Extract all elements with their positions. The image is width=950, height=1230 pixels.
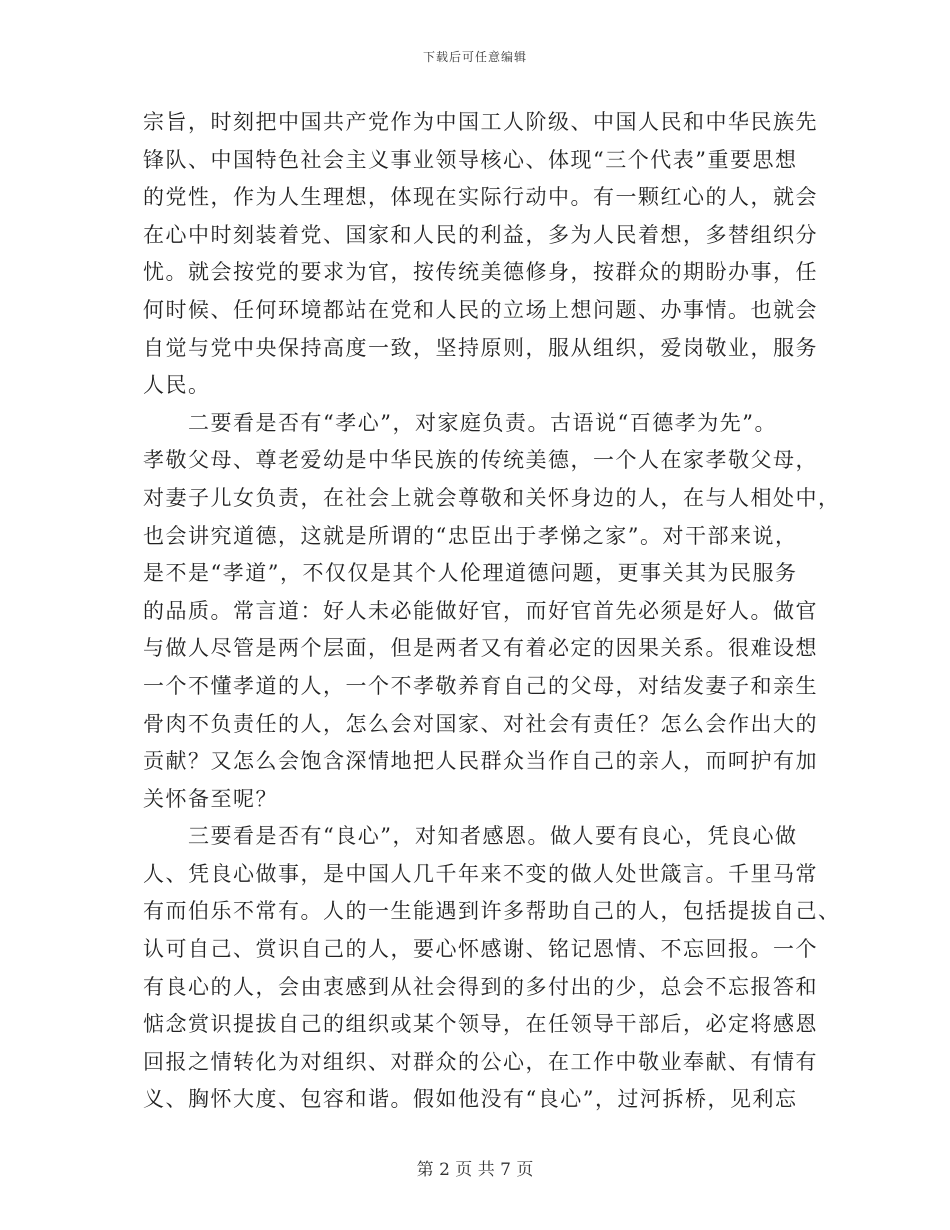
- text-line: 是不是“孝道”，不仅仅是其个人伦理道德问题，更事关其为民服务: [143, 561, 798, 586]
- text-line: 人、凭良心做事，是中国人几千年来不变的做人处世箴言。千里马常: [143, 861, 818, 886]
- text-line: 与做人尽管是两个层面，但是两者又有着必定的因果关系。很难设想: [143, 636, 818, 661]
- text-line: 有而伯乐不常有。人的一生能遇到许多帮助自己的人，包括提拔自己、: [143, 899, 841, 924]
- text-line: 忧。就会按党的要求为官，按传统美德修身，按群众的期盼办事，任: [143, 260, 818, 285]
- text-line: 认可自己、赏识自己的人，要心怀感谢、铭记恩情、不忘回报。一个: [143, 937, 818, 962]
- text-line: 的党性，作为人生理想，体现在实际行动中。有一颗红心的人，就会: [143, 185, 818, 210]
- document-body: [143, 104, 841, 1119]
- text-line: 回报之情转化为对组织、对群众的公心，在工作中敬业奉献、有情有: [143, 1049, 818, 1074]
- text-line: 有良心的人，会由衷感到从社会得到的多付出的少，总会不忘报答和: [143, 974, 818, 999]
- text-line: 人民。: [143, 373, 211, 398]
- text-line: 自觉与党中央保持高度一致，坚持原则，服从组织，爱岗敬业，服务: [143, 335, 818, 360]
- text-line: 二要看是否有“孝心”，对家庭负责。古语说“百德孝为先”。: [143, 410, 777, 435]
- text-line: 也会讲究道德，这就是所谓的“忠臣出于孝悌之家”。对干部来说，: [143, 523, 798, 548]
- text-line: 孝敬父母、尊老爱幼是中华民族的传统美德，一个人在家孝敬父母，: [143, 448, 818, 473]
- text-line: 关怀备至呢？: [143, 786, 278, 811]
- text-line: 一个不懂孝道的人，一个不孝敬养育自己的父母，对结发妻子和亲生: [143, 673, 818, 698]
- text-line: 锋队、中国特色社会主义事业领导核心、体现“三个代表”重要思想: [143, 147, 798, 172]
- text-line: 三要看是否有“良心”，对知者感恩。做人要有良心，凭良心做: [143, 824, 798, 849]
- text-line: 义、胸怀大度、包容和谐。假如他没有“良心”，过河拆桥，见利忘: [143, 1087, 798, 1112]
- text-line: 在心中时刻装着党、国家和人民的利益，多为人民着想，多替组织分: [143, 222, 818, 247]
- text-line: 的品质。常言道：好人未必能做好官，而好官首先必须是好人。做官: [143, 598, 818, 623]
- text-line: 惦念赏识提拔自己的组织或某个领导，在任领导干部后，必定将感恩: [143, 1012, 818, 1037]
- text-line: 对妻子儿女负责，在社会上就会尊敬和关怀身边的人，在与人相处中，: [143, 485, 841, 510]
- text-line: 贡献？又怎么会饱含深情地把人民群众当作自己的亲人，而呵护有加: [143, 749, 818, 774]
- text-line: 何时候、任何环境都站在党和人民的立场上想问题、办事情。也就会: [143, 297, 818, 322]
- text-line: 宗旨，时刻把中国共产党作为中国工人阶级、中国人民和中华民族先: [143, 110, 818, 134]
- text-line: 骨肉不负责任的人，怎么会对国家、对社会有责任？怎么会作出大的: [143, 711, 818, 736]
- page-header: 下载后可任意编辑: [422, 50, 527, 64]
- page-number: 第 2 页 共 7 页: [416, 1160, 534, 1180]
